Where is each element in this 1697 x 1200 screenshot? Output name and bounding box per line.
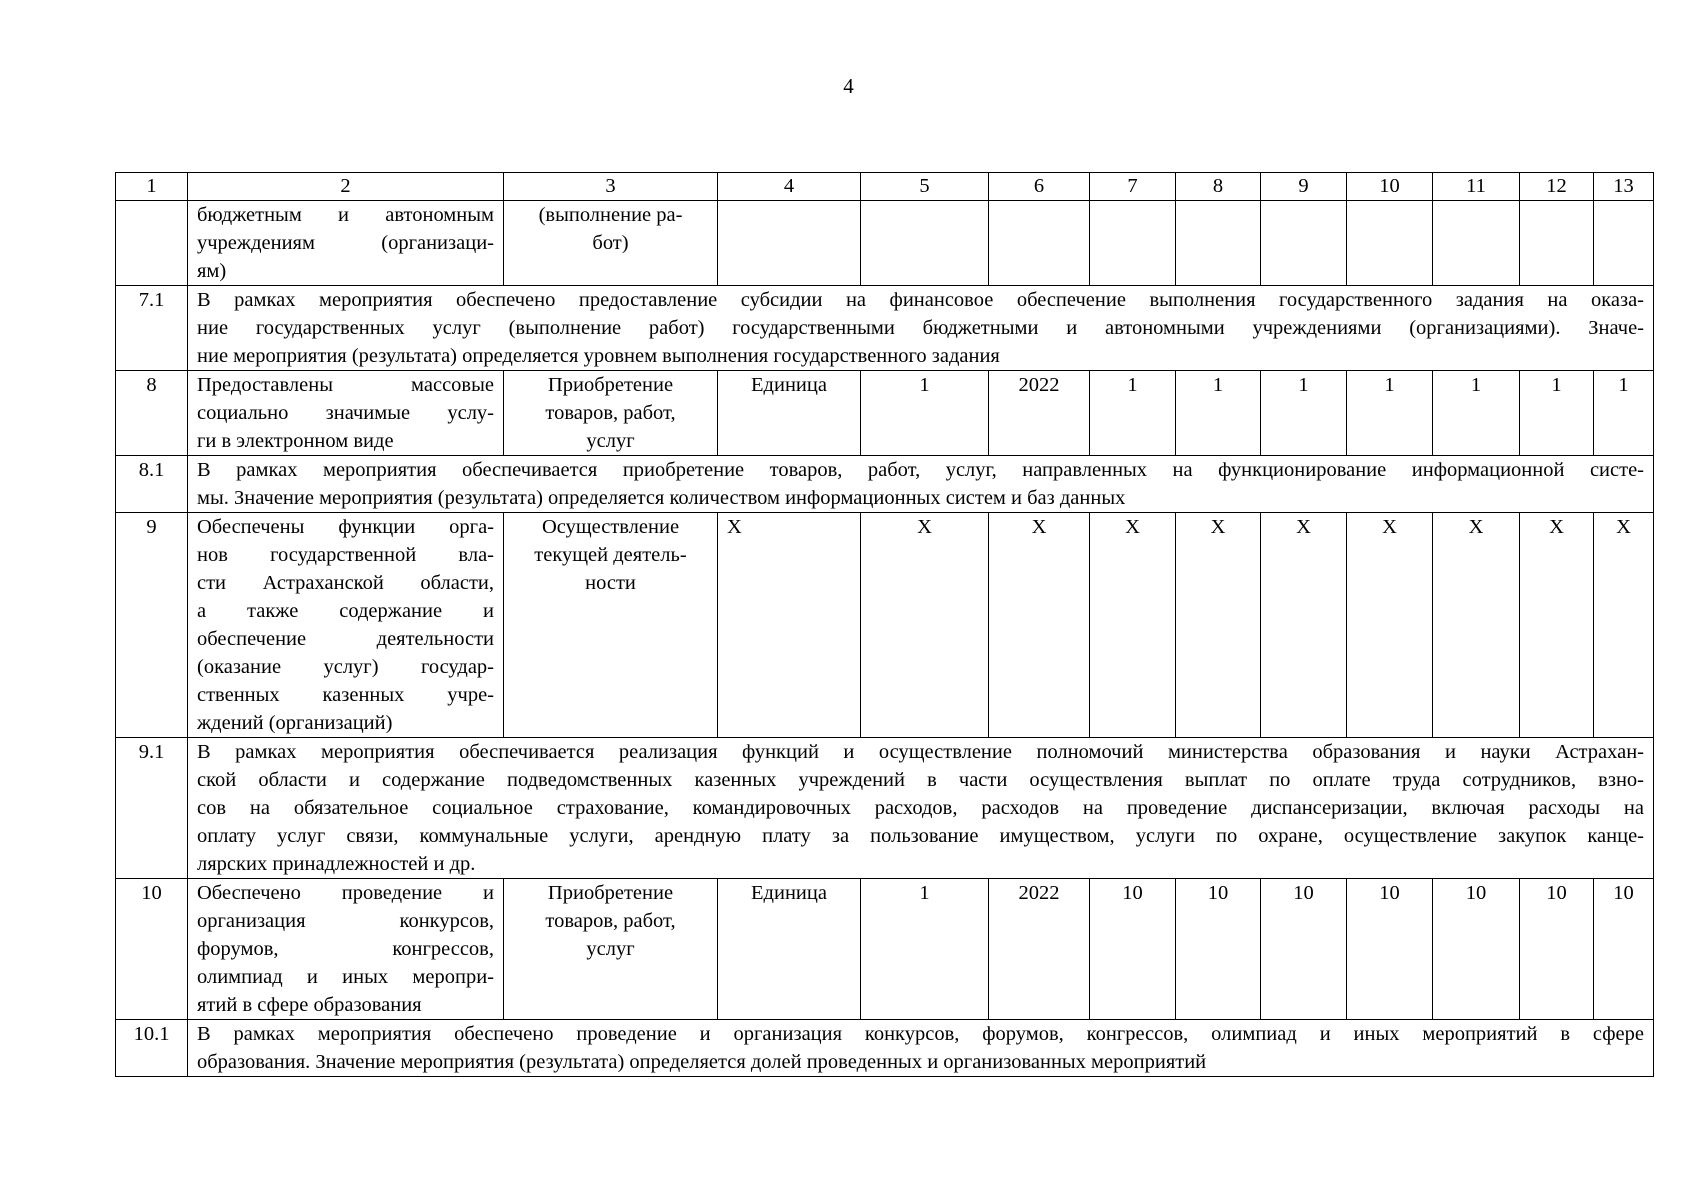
text-line: товаров, работ, <box>545 402 676 424</box>
row-number-cell: 7.1 <box>116 286 188 371</box>
table-row-8-1 <box>116 456 1654 513</box>
value-cell <box>718 201 861 286</box>
text-line: В рамках мероприятия обеспечивается приобретение товаров, работ, услуг, направленных на функционирование информационной систе- <box>197 459 1644 481</box>
text-line: учреждениям (организаци- <box>197 232 494 254</box>
value-cell: 1 <box>1261 371 1347 456</box>
text-line: (выполнение ра- <box>538 204 683 226</box>
text-line: ственных казенных учре- <box>197 684 494 706</box>
row-number-cell: 9 <box>116 513 188 738</box>
text-line: услуг <box>586 430 635 452</box>
table-row-8 <box>116 371 1654 456</box>
value-cell <box>1347 201 1433 286</box>
measure-type-cell <box>504 513 718 738</box>
text-line: социально значимые услу- <box>197 402 494 424</box>
text-line: бюджетным и автономным <box>197 204 494 226</box>
header-cell: 2 <box>188 173 504 201</box>
unit-cell: Х <box>718 513 861 738</box>
value-cell: Х <box>1347 513 1433 738</box>
header-cell: 3 <box>504 173 718 201</box>
text-line: ятий в сфере образования <box>197 994 422 1016</box>
text-line: лярских принадлежностей и др. <box>197 853 476 875</box>
text-line: Обеспечено проведение и <box>197 882 494 904</box>
header-cell: 9 <box>1261 173 1347 201</box>
row-number-cell: 9.1 <box>116 738 188 879</box>
value-cell: Х <box>1090 513 1176 738</box>
base-value-cell: 1 <box>861 879 989 1020</box>
text-line: а также содержание и <box>197 600 494 622</box>
text-line: В рамках мероприятия обеспечивается реализация функций и осуществление полномочий министерства образования и науки Астрахан- <box>197 741 1644 763</box>
text-line: бот) <box>592 232 629 254</box>
header-row <box>116 173 1654 201</box>
text-line: ской области и содержание подведомственных казенных учреждений в части осуществления выплат по оплате труда сотрудников, взно- <box>197 769 1644 791</box>
text-line: Осуществление <box>541 516 680 538</box>
measure-type-cell <box>504 371 718 456</box>
text-line: ности <box>585 572 636 594</box>
header-cell: 5 <box>861 173 989 201</box>
text-line: ждений (организаций) <box>197 712 393 734</box>
measure-name-cell <box>188 513 504 738</box>
value-cell <box>1176 201 1261 286</box>
value-cell: 1 <box>1594 371 1654 456</box>
text-line: образования. Значение мероприятия (результата) определяется долей проведенных и организованных мероприятий <box>197 1051 1207 1073</box>
value-cell: 10 <box>1261 879 1347 1020</box>
value-cell: 1 <box>1347 371 1433 456</box>
table-row-10-1 <box>116 1020 1654 1077</box>
text-line: нов государственной вла- <box>197 544 494 566</box>
table-row-9 <box>116 513 1654 738</box>
description-cell <box>188 456 1654 513</box>
header-cell: 4 <box>718 173 861 201</box>
text-line: сти Астраханской области, <box>197 572 494 594</box>
text-line: текущей деятель- <box>534 544 687 566</box>
text-line: ги в электронном виде <box>197 430 394 452</box>
measure-name-cell <box>188 879 504 1020</box>
text-line: Предоставлены массовые <box>197 374 494 396</box>
row-number-cell <box>116 201 188 286</box>
value-cell: 1 <box>1176 371 1261 456</box>
text-line: услуг <box>586 938 635 960</box>
value-cell: 10 <box>1520 879 1594 1020</box>
value-cell: Х <box>1520 513 1594 738</box>
text-line: организация конкурсов, <box>197 910 494 932</box>
text-line: сов на обязательное социальное страхование, командировочных расходов, расходов на проведение диспансеризации, включая расходы на <box>197 797 1644 819</box>
header-cell: 11 <box>1433 173 1520 201</box>
text-line: ние государственных услуг (выполнение работ) государственными бюджетными и автономными учреждениями (организациями). Значе- <box>197 317 1644 339</box>
text-line: обеспечение деятельности <box>197 628 494 650</box>
unit-cell: Единица <box>718 879 861 1020</box>
measure-name-cell <box>188 371 504 456</box>
text-line: ние мероприятия (результата) определяется уровнем выполнения государственного задания <box>197 345 1000 367</box>
row-number-cell: 8.1 <box>116 456 188 513</box>
description-cell <box>188 738 1654 879</box>
text-line: В рамках мероприятия обеспечено предоставление субсидии на финансовое обеспечение выполнения государственного задания на оказа- <box>197 289 1644 311</box>
page-number: 4 <box>843 74 854 98</box>
value-cell: 1 <box>1520 371 1594 456</box>
unit-cell: Единица <box>718 371 861 456</box>
value-cell <box>1520 201 1594 286</box>
measure-type-cell <box>504 879 718 1020</box>
header-cell: 1 <box>116 173 188 201</box>
base-value-cell: 1 <box>861 371 989 456</box>
base-year-cell: 2022 <box>989 879 1090 1020</box>
text-line: Приобретение <box>547 882 674 904</box>
text-line: оплату услуг связи, коммунальные услуги, арендную плату за пользование имуществом, услуги по охране, осуществление закупок канце- <box>197 825 1644 847</box>
base-year-cell: Х <box>989 513 1090 738</box>
value-cell: Х <box>1433 513 1520 738</box>
row-number-cell: 8 <box>116 371 188 456</box>
value-cell <box>1433 201 1520 286</box>
value-cell: 10 <box>1090 879 1176 1020</box>
value-cell: 10 <box>1594 879 1654 1020</box>
header-cell: 13 <box>1594 173 1654 201</box>
value-cell: Х <box>1176 513 1261 738</box>
text-line: форумов, конгрессов, <box>197 938 494 960</box>
description-cell <box>188 1020 1654 1077</box>
measure-name-cell <box>188 201 504 286</box>
measure-type-cell <box>504 201 718 286</box>
text-line: ям) <box>197 260 227 282</box>
value-cell: Х <box>1594 513 1654 738</box>
header-cell: 10 <box>1347 173 1433 201</box>
base-value-cell: Х <box>861 513 989 738</box>
value-cell: 1 <box>1433 371 1520 456</box>
value-cell: 10 <box>1176 879 1261 1020</box>
text-line: мы. Значение мероприятия (результата) определяется количеством информационных систем и баз данных <box>197 487 1126 509</box>
description-cell <box>188 286 1654 371</box>
base-year-cell: 2022 <box>989 371 1090 456</box>
value-cell <box>861 201 989 286</box>
value-cell <box>1261 201 1347 286</box>
text-line: Обеспечены функции орга- <box>197 516 494 538</box>
value-cell: Х <box>1261 513 1347 738</box>
header-cell: 8 <box>1176 173 1261 201</box>
table-row-continuation <box>116 201 1654 286</box>
header-cell: 6 <box>989 173 1090 201</box>
text-line: товаров, работ, <box>545 910 676 932</box>
text-line: (оказание услуг) государ- <box>197 656 494 678</box>
header-cell: 7 <box>1090 173 1176 201</box>
value-cell: 1 <box>1090 371 1176 456</box>
row-number-cell: 10.1 <box>116 1020 188 1077</box>
value-cell <box>1090 201 1176 286</box>
header-cell: 12 <box>1520 173 1594 201</box>
table-row-10 <box>116 879 1654 1020</box>
value-cell: 10 <box>1347 879 1433 1020</box>
text-line: Приобретение <box>547 374 674 396</box>
row-number-cell: 10 <box>116 879 188 1020</box>
value-cell <box>1594 201 1654 286</box>
text-line: В рамках мероприятия обеспечено проведение и организация конкурсов, форумов, конгрессов, олимпиад и иных мероприятий в сфере <box>197 1023 1644 1045</box>
indicators-table <box>115 172 1654 1077</box>
table-row-7-1 <box>116 286 1654 371</box>
text-line: олимпиад и иных меропри- <box>197 966 494 988</box>
value-cell: 10 <box>1433 879 1520 1020</box>
table-row-9-1 <box>116 738 1654 879</box>
value-cell <box>989 201 1090 286</box>
